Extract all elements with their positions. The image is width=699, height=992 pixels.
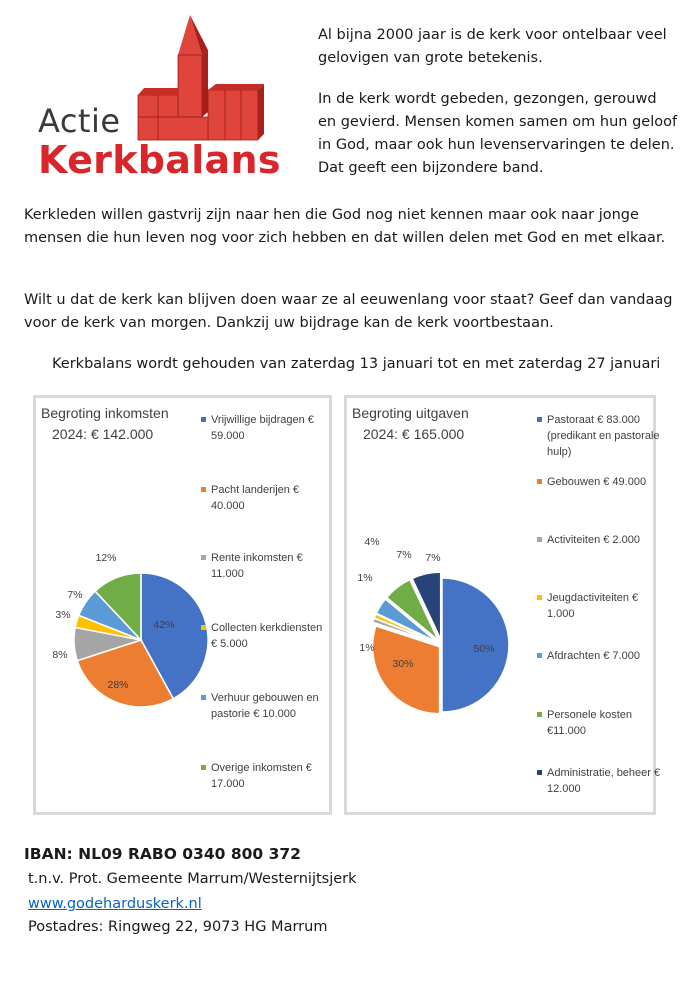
expense-chart-panel <box>344 395 661 815</box>
legend-label: Pacht landerijen € 40.000 <box>211 484 300 512</box>
pie-percent-label: 8% <box>52 649 68 661</box>
legend-label: Personele kosten €11.000 <box>547 709 632 737</box>
legend-swatch <box>537 770 542 775</box>
pie-percent-label: 1% <box>357 572 373 584</box>
income-chart-title: Begroting inkomsten <box>41 405 169 421</box>
legend-label: Rente inkomsten € 11.000 <box>211 552 303 580</box>
income-pie-chart <box>36 398 335 818</box>
website-link[interactable]: www.godeharduskerk.nl <box>28 896 202 912</box>
pie-percent-label: 12% <box>95 552 117 564</box>
pie-percent-label: 7% <box>425 552 441 564</box>
iban-number: IBAN: NL09 RABO 0340 800 372 <box>24 845 301 863</box>
expense-chart-title: Begroting uitgaven <box>352 405 469 421</box>
body-paragraph-2: Wilt u dat de kerk kan blijven doen waar ze al eeuwenlang voor staat? Geef dan vandaag voor de kerk van morgen. Dankzij uw bijdrage kan de kerk voortbestaan. <box>24 292 673 331</box>
legend-label: Vrijwillige bijdragen € 59.000 <box>211 414 314 442</box>
legend-swatch <box>537 417 542 422</box>
pie-percent-label: 30% <box>392 658 414 670</box>
legend-label: Jeugdactiviteiten € 1.000 <box>547 592 639 620</box>
legend-label: Pastoraat € 83.000 (predikant en pastorale hulp) <box>547 414 660 458</box>
account-holder: t.n.v. Prot. Gemeente Marrum/Westernijtsjerk <box>28 871 357 887</box>
intro-paragraph-2: In de kerk wordt gebeden, gezongen, gerouwd en gevierd. Mensen komen samen om hun geloof in God, maar ook hun levenservaringen te delen. Dat geeft een bijzondere band. <box>318 91 678 176</box>
legend-swatch <box>201 625 206 630</box>
pie-percent-label: 7% <box>396 549 412 561</box>
church-icon <box>130 10 270 145</box>
legend-swatch <box>537 479 542 484</box>
legend-label: Afdrachten € 7.000 <box>547 650 640 662</box>
logo-word-actie: Actie <box>38 102 121 140</box>
legend-label: Collecten kerkdiensten € 5.000 <box>211 622 323 650</box>
pie-percent-label: 1% <box>359 642 375 654</box>
logo-word-kerkbalans: Kerkbalans <box>38 138 281 182</box>
postal-address: Postadres: Ringweg 22, 9073 HG Marrum <box>28 919 328 935</box>
intro-paragraph-1: Al bijna 2000 jaar is de kerk voor ontelbaar veel gelovigen van grote betekenis. <box>318 27 667 66</box>
legend-label: Overige inkomsten € 17.000 <box>211 762 312 790</box>
income-chart-panel <box>33 395 332 815</box>
body-paragraph-1: Kerkleden willen gastvrij zijn naar hen die God nog niet kennen maar ook naar jonge mensen die hun leven nog voor zich hebben en dat willen delen met God en met elkaar. <box>24 207 666 246</box>
legend-label: Activiteiten € 2.000 <box>547 534 640 546</box>
actie-kerkbalans-logo <box>30 10 280 190</box>
income-chart-total: 2024: € 142.000 <box>52 426 154 442</box>
legend-swatch <box>201 555 206 560</box>
legend-swatch <box>201 417 206 422</box>
pie-percent-label: 42% <box>153 619 175 631</box>
legend-label: Gebouwen € 49.000 <box>547 476 647 488</box>
pie-percent-label: 3% <box>55 609 71 621</box>
campaign-period: Kerkbalans wordt gehouden van zaterdag 13 januari tot en met zaterdag 27 januari <box>52 356 661 372</box>
expense-chart-total: 2024: € 165.000 <box>363 426 465 442</box>
legend-swatch <box>537 653 542 658</box>
legend-swatch <box>537 712 542 717</box>
legend-swatch <box>537 595 542 600</box>
legend-label: Verhuur gebouwen en pastorie € 10.000 <box>211 692 319 720</box>
legend-swatch <box>201 695 206 700</box>
pie-percent-label: 4% <box>364 536 380 548</box>
legend-swatch <box>201 765 206 770</box>
pie-percent-label: 50% <box>473 643 495 655</box>
pie-percent-label: 28% <box>107 679 129 691</box>
pie-percent-label: 7% <box>67 589 83 601</box>
legend-swatch <box>201 487 206 492</box>
legend-label: Administratie, beheer € 12.000 <box>547 767 661 795</box>
legend-swatch <box>537 537 542 542</box>
